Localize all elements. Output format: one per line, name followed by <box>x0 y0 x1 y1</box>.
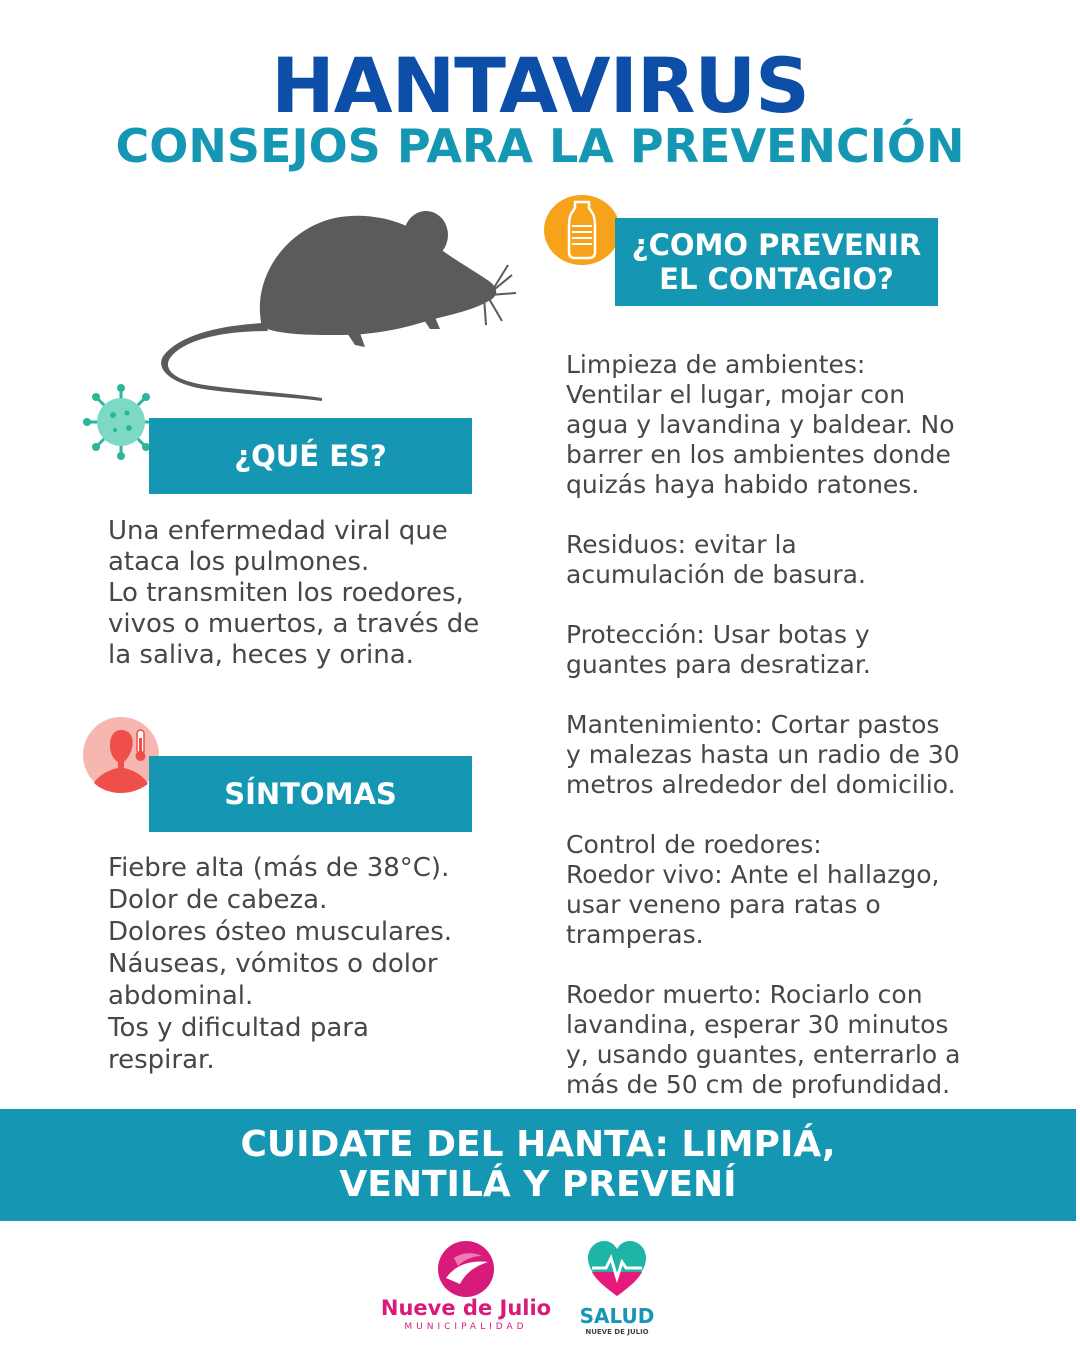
sintomas-text <box>108 852 548 1076</box>
prevention-paragraph-residuos <box>566 530 1066 590</box>
prevention-paragraph-control <box>566 830 1066 950</box>
salud-name: SALUD <box>579 1304 655 1328</box>
bottle-icon <box>543 194 621 266</box>
prevention-line: guantes para desratizar. <box>566 650 871 679</box>
que-es-line: ataca los pulmones. <box>108 547 370 577</box>
sintomas-line: Dolores ósteo musculares. <box>108 917 453 947</box>
prevention-line: agua y lavandina y baldear. No <box>566 410 955 439</box>
prevention-paragraph-proteccion <box>566 620 1066 680</box>
prevention-line: Protección: Usar botas y <box>566 620 870 649</box>
sintomas-line: abdominal. <box>108 981 254 1011</box>
sintomas-line: Dolor de cabeza. <box>108 885 328 915</box>
que-es-line: Lo transmiten los roedores, <box>108 578 464 608</box>
que-es-heading: ¿QUÉ ES? <box>149 418 472 494</box>
rat-illustration <box>150 205 520 405</box>
que-es-line: la saliva, heces y orina. <box>108 640 414 670</box>
page-title: HANTAVIRUS <box>271 41 809 130</box>
prevention-line: barrer en los ambientes donde <box>566 440 951 469</box>
como-prevenir-heading-line2: EL CONTAGIO? <box>659 262 894 296</box>
prevention-line: usar veneno para ratas o <box>566 890 881 919</box>
sintomas-line: Fiebre alta (más de 38°C). <box>108 853 450 883</box>
sintomas-line: Tos y dificultad para <box>108 1013 369 1043</box>
prevention-line: quizás haya habido ratones. <box>566 470 920 499</box>
prevention-line: lavandina, esperar 30 minutos <box>566 1010 949 1039</box>
slogan-line1: CUIDATE DEL HANTA: LIMPIÁ, <box>240 1124 836 1165</box>
prevention-line: y malezas hasta un radio de 30 <box>566 740 960 769</box>
prevention-paragraph-roedor-muerto <box>566 980 1066 1100</box>
que-es-line: vivos o muertos, a través de <box>108 609 480 639</box>
prevention-line: metros alrededor del domicilio. <box>566 770 956 799</box>
prevention-line: Ventilar el lugar, mojar con <box>566 380 906 409</box>
prevention-line: Residuos: evitar la <box>566 530 797 559</box>
prevention-paragraph-mantenimiento <box>566 710 1066 800</box>
municipio-logo <box>436 1240 496 1298</box>
sintomas-line: respirar. <box>108 1045 215 1075</box>
municipio-sub: MUNICIPALIDAD <box>404 1322 528 1332</box>
que-es-line: Una enfermedad viral que <box>108 516 448 546</box>
prevention-line: y, usando guantes, enterrarlo a <box>566 1040 961 1069</box>
page-subtitle: CONSEJOS PARA LA PREVENCIÓN <box>115 119 965 173</box>
como-prevenir-heading-line1: ¿COMO PREVENIR <box>631 228 922 262</box>
slogan-line2: VENTILÁ Y PREVENÍ <box>339 1164 737 1205</box>
que-es-text <box>108 516 548 671</box>
sintomas-line: Náuseas, vómitos o dolor <box>108 949 438 979</box>
prevention-line: Control de roedores: <box>566 830 822 859</box>
slogan-banner <box>0 1109 1076 1221</box>
prevention-line: Mantenimiento: Cortar pastos <box>566 710 940 739</box>
prevention-line: tramperas. <box>566 920 704 949</box>
prevention-line: Roedor muerto: Rociarlo con <box>566 980 923 1009</box>
como-prevenir-heading <box>615 218 938 306</box>
como-prevenir-text <box>566 350 1066 1130</box>
municipio-name: Nueve de Julio <box>380 1296 552 1320</box>
salud-sub: NUEVE DE JULIO <box>585 1328 649 1336</box>
prevention-line: Roedor vivo: Ante el hallazgo, <box>566 860 940 889</box>
sintomas-heading: SÍNTOMAS <box>149 756 472 832</box>
prevention-line: Limpieza de ambientes: <box>566 350 866 379</box>
prevention-line: acumulación de basura. <box>566 560 866 589</box>
salud-heart-logo <box>586 1238 648 1300</box>
prevention-paragraph-limpieza <box>566 350 1066 500</box>
prevention-line: más de 50 cm de profundidad. <box>566 1070 951 1099</box>
